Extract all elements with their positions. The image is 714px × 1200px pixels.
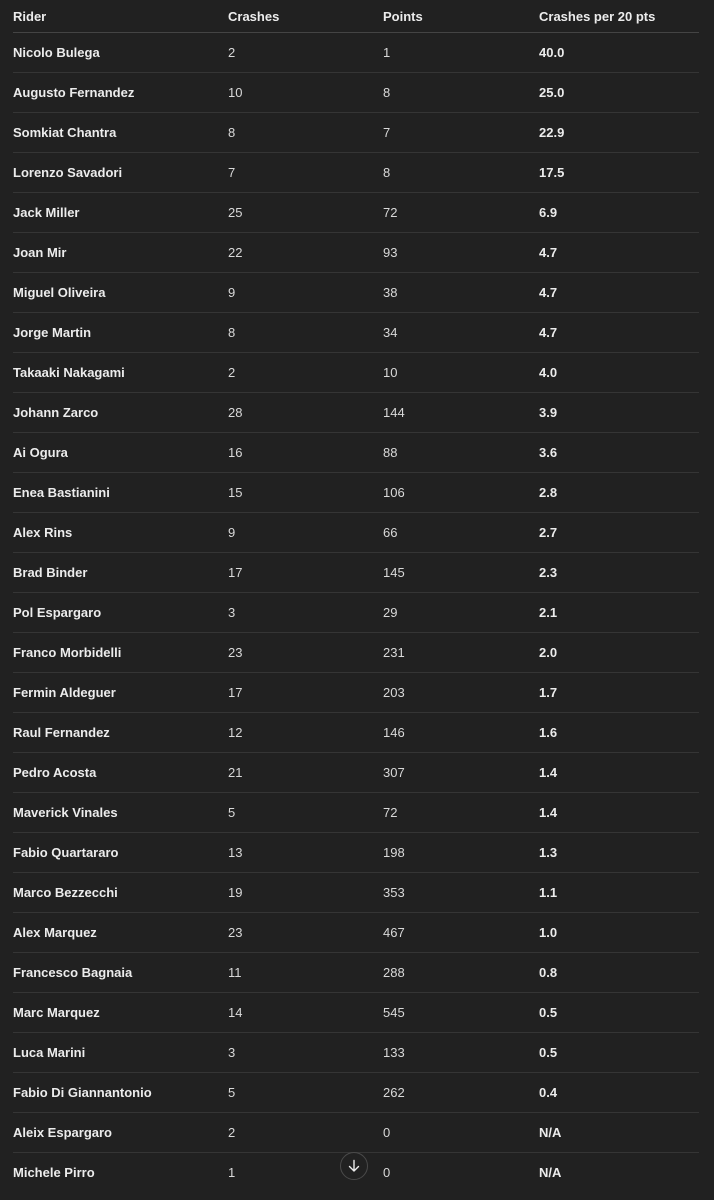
cell-crashes-per-20-pts: 1.4 xyxy=(539,765,558,780)
cell-points: 262 xyxy=(383,1085,405,1100)
cell-crashes-per-20-pts: 1.7 xyxy=(539,685,558,700)
cell-crashes: 3 xyxy=(228,605,236,620)
cell-rider: Takaaki Nakagami xyxy=(13,365,125,380)
cell-crashes: 28 xyxy=(228,405,243,420)
table-row xyxy=(13,953,699,993)
table-row xyxy=(13,313,699,353)
cell-points: 93 xyxy=(383,245,398,260)
cell-crashes-per-20-pts: 2.0 xyxy=(539,645,558,660)
cell-crashes-per-20-pts: 4.7 xyxy=(539,245,558,260)
cell-crashes: 3 xyxy=(228,1045,236,1060)
cell-crashes-per-20-pts: 2.7 xyxy=(539,525,558,540)
cell-points: 198 xyxy=(383,845,405,860)
cell-crashes: 12 xyxy=(228,725,243,740)
cell-crashes-per-20-pts: 2.8 xyxy=(539,485,558,500)
table-body xyxy=(13,33,699,1192)
cell-crashes: 8 xyxy=(228,325,236,340)
cell-rider: Enea Bastianini xyxy=(13,485,110,500)
column-header-rider: Rider xyxy=(13,8,47,24)
cell-rider: Marco Bezzecchi xyxy=(13,885,118,900)
cell-crashes: 2 xyxy=(228,365,236,380)
table-row xyxy=(13,993,699,1033)
cell-crashes: 15 xyxy=(228,485,243,500)
cell-crashes-per-20-pts: 25.0 xyxy=(539,85,565,100)
cell-points: 10 xyxy=(383,365,398,380)
table-row xyxy=(13,753,699,793)
cell-crashes: 8 xyxy=(228,125,236,140)
cell-rider: Fermin Aldeguer xyxy=(13,685,116,700)
table-header-row xyxy=(13,0,699,33)
cell-points: 145 xyxy=(383,565,405,580)
cell-crashes: 13 xyxy=(228,845,243,860)
cell-points: 38 xyxy=(383,285,398,300)
table-row xyxy=(13,393,699,433)
cell-points: 288 xyxy=(383,965,405,980)
cell-crashes: 19 xyxy=(228,885,243,900)
cell-crashes: 9 xyxy=(228,285,236,300)
cell-crashes: 5 xyxy=(228,805,236,820)
cell-points: 203 xyxy=(383,685,405,700)
cell-crashes-per-20-pts: 17.5 xyxy=(539,165,565,180)
cell-crashes-per-20-pts: 1.1 xyxy=(539,885,558,900)
cell-points: 307 xyxy=(383,765,405,780)
cell-points: 1 xyxy=(383,45,391,60)
cell-points: 8 xyxy=(383,165,391,180)
cell-rider: Jorge Martin xyxy=(13,325,92,340)
cell-rider: Franco Morbidelli xyxy=(13,645,122,660)
cell-crashes-per-20-pts: 2.1 xyxy=(539,605,558,620)
cell-crashes-per-20-pts: N/A xyxy=(539,1125,562,1140)
cell-rider: Brad Binder xyxy=(13,565,88,580)
cell-rider: Alex Rins xyxy=(13,525,73,540)
cell-crashes-per-20-pts: 4.7 xyxy=(539,285,558,300)
table-row xyxy=(13,913,699,953)
cell-rider: Lorenzo Savadori xyxy=(13,165,123,180)
cell-crashes: 7 xyxy=(228,165,236,180)
cell-crashes: 17 xyxy=(228,565,243,580)
cell-crashes-per-20-pts: 6.9 xyxy=(539,205,558,220)
table-row xyxy=(13,633,699,673)
table-row xyxy=(13,273,699,313)
cell-points: 72 xyxy=(383,205,398,220)
cell-crashes-per-20-pts: 4.7 xyxy=(539,325,558,340)
cell-points: 467 xyxy=(383,925,405,940)
cell-crashes: 2 xyxy=(228,45,236,60)
column-header-points: Points xyxy=(383,8,423,24)
cell-crashes: 14 xyxy=(228,1005,243,1020)
cell-rider: Fabio Quartararo xyxy=(13,845,119,860)
cell-crashes-per-20-pts: N/A xyxy=(539,1165,562,1180)
cell-points: 106 xyxy=(383,485,405,500)
cell-crashes-per-20-pts: 3.9 xyxy=(539,405,558,420)
table-row xyxy=(13,473,699,513)
cell-points: 146 xyxy=(383,725,405,740)
cell-crashes-per-20-pts: 1.3 xyxy=(539,845,558,860)
cell-crashes: 23 xyxy=(228,925,243,940)
table-row xyxy=(13,33,699,73)
cell-rider: Somkiat Chantra xyxy=(13,125,117,140)
cell-rider: Fabio Di Giannantonio xyxy=(13,1085,152,1100)
cell-rider: Pedro Acosta xyxy=(13,765,97,780)
table-row xyxy=(13,593,699,633)
table-row xyxy=(13,1073,699,1113)
cell-rider: Maverick Vinales xyxy=(13,805,118,820)
cell-points: 545 xyxy=(383,1005,405,1020)
cell-crashes: 22 xyxy=(228,245,243,260)
cell-points: 88 xyxy=(383,445,398,460)
cell-crashes: 16 xyxy=(228,445,243,460)
table-row xyxy=(13,153,699,193)
cell-crashes-per-20-pts: 0.5 xyxy=(539,1045,558,1060)
cell-crashes: 10 xyxy=(228,85,243,100)
cell-points: 29 xyxy=(383,605,398,620)
column-header-crashes: Crashes xyxy=(228,8,280,24)
cell-rider: Johann Zarco xyxy=(13,405,99,420)
cell-crashes: 11 xyxy=(228,965,242,980)
cell-points: 72 xyxy=(383,805,398,820)
cell-crashes-per-20-pts: 0.8 xyxy=(539,965,558,980)
cell-crashes: 2 xyxy=(228,1125,236,1140)
cell-crashes: 9 xyxy=(228,525,236,540)
table-row xyxy=(13,713,699,753)
table-row xyxy=(13,193,699,233)
cell-rider: Ai Ogura xyxy=(13,445,68,460)
cell-points: 0 xyxy=(383,1125,391,1140)
cell-rider: Pol Espargaro xyxy=(13,605,102,620)
table-row xyxy=(13,73,699,113)
cell-crashes-per-20-pts: 1.4 xyxy=(539,805,558,820)
cell-rider: Alex Marquez xyxy=(13,925,97,940)
cell-crashes: 25 xyxy=(228,205,243,220)
cell-rider: Luca Marini xyxy=(13,1045,86,1060)
cell-points: 66 xyxy=(383,525,398,540)
table-row xyxy=(13,793,699,833)
cell-points: 353 xyxy=(383,885,405,900)
cell-points: 231 xyxy=(383,645,405,660)
table-row xyxy=(13,553,699,593)
cell-crashes-per-20-pts: 0.5 xyxy=(539,1005,558,1020)
table-row xyxy=(13,873,699,913)
cell-crashes: 21 xyxy=(228,765,243,780)
crash-stats-table xyxy=(13,0,699,1192)
cell-rider: Michele Pirro xyxy=(13,1165,95,1180)
cell-rider: Nicolo Bulega xyxy=(13,45,100,60)
cell-crashes: 17 xyxy=(228,685,243,700)
cell-crashes: 23 xyxy=(228,645,243,660)
cell-crashes-per-20-pts: 2.3 xyxy=(539,565,558,580)
cell-crashes-per-20-pts: 1.6 xyxy=(539,725,558,740)
table-row xyxy=(13,833,699,873)
table-row xyxy=(13,1033,699,1073)
scroll-to-bottom-button[interactable] xyxy=(340,1152,368,1180)
cell-rider: Miguel Oliveira xyxy=(13,285,106,300)
arrow-down-icon xyxy=(347,1159,361,1173)
cell-crashes-per-20-pts: 4.0 xyxy=(539,365,558,380)
column-header-crashes-per-20-pts: Crashes per 20 pts xyxy=(539,8,656,24)
table-row xyxy=(13,233,699,273)
cell-rider: Marc Marquez xyxy=(13,1005,100,1020)
cell-points: 133 xyxy=(383,1045,405,1060)
cell-crashes-per-20-pts: 1.0 xyxy=(539,925,558,940)
cell-rider: Francesco Bagnaia xyxy=(13,965,133,980)
cell-crashes: 5 xyxy=(228,1085,236,1100)
cell-rider: Jack Miller xyxy=(13,205,80,220)
cell-points: 34 xyxy=(383,325,398,340)
cell-rider: Aleix Espargaro xyxy=(13,1125,112,1140)
cell-crashes-per-20-pts: 3.6 xyxy=(539,445,558,460)
table-row xyxy=(13,673,699,713)
cell-rider: Joan Mir xyxy=(13,245,67,260)
table-row xyxy=(13,113,699,153)
cell-rider: Augusto Fernandez xyxy=(13,85,135,100)
table-row xyxy=(13,1113,699,1153)
cell-crashes: 1 xyxy=(228,1165,236,1180)
cell-crashes-per-20-pts: 40.0 xyxy=(539,45,565,60)
cell-points: 0 xyxy=(383,1165,391,1180)
cell-points: 8 xyxy=(383,85,391,100)
table-row xyxy=(13,433,699,473)
cell-crashes-per-20-pts: 0.4 xyxy=(539,1085,558,1100)
table-row xyxy=(13,513,699,553)
cell-points: 7 xyxy=(383,125,391,140)
cell-points: 144 xyxy=(383,405,405,420)
table-row xyxy=(13,353,699,393)
cell-crashes-per-20-pts: 22.9 xyxy=(539,125,565,140)
cell-rider: Raul Fernandez xyxy=(13,725,110,740)
